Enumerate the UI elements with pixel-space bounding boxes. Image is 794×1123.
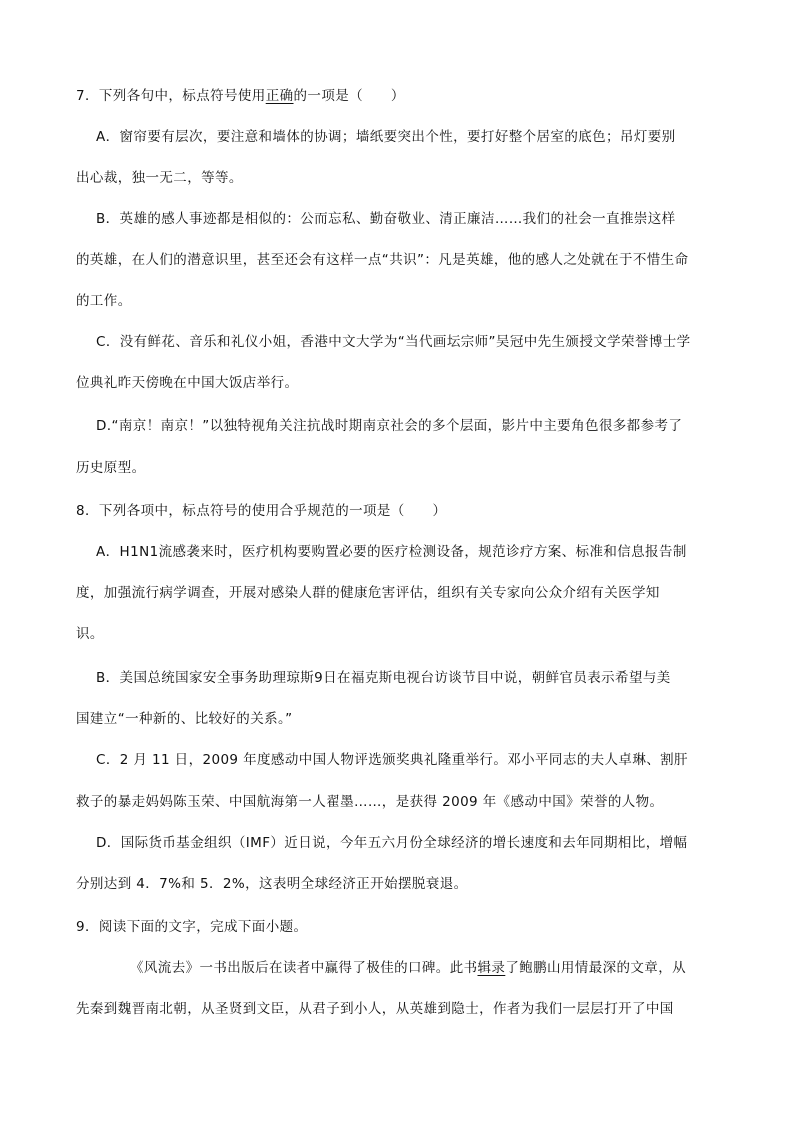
q7-stem (76, 86, 405, 106)
q8-option-c-line1: C．2 月 11 日，2009 年度感动中国人物评选颁奖典礼隆重举行。邓小平同志的夫人卓琳、割肝 (96, 752, 688, 768)
q9-stem: 9．阅读下面的文字，完成下面小题。 (76, 919, 308, 935)
q7-option-a-line1: A．窗帘要有层次，要注意和墙体的协调；墙纸要突出个性，要打好整个居室的底色；吊灯要别 (96, 129, 676, 145)
q7-option-c-line2: 位典礼昨天傍晚在中国大饭店举行。 (76, 375, 299, 391)
q7-option-c-line1: C．没有鲜花、音乐和礼仪小姐，香港中文大学为“当代画坛宗师”吴冠中先生颁授文学荣誉博士学 (96, 334, 691, 350)
q7-option-d-line1: D.“南京！南京！”以独特视角关注抗战时期南京社会的多个层面，影片中主要角色很多都参考了 (96, 418, 683, 434)
q9-passage-line2: 先秦到魏晋南北朝，从圣贤到文臣，从君子到小人，从英雄到隐士，作者为我们一层层打开了中国 (76, 1001, 674, 1017)
q8-option-d-line2: 分别达到 4．7%和 5．2%，这表明全球经济正开始摆脱衰退。 (76, 876, 468, 892)
q7-stem-post: 的一项是（ ） (293, 88, 405, 104)
q8-option-d-line1: D．国际货币基金组织（IMF）近日说，今年五六月份全球经济的增长速度和去年同期相比，增幅 (96, 835, 688, 851)
q9-passage-post: 了鲍鹏山用情最深的文章，从 (505, 960, 687, 976)
q7-option-d-line2: 历史原型。 (76, 460, 146, 476)
q8-option-b-line1: B．美国总统国家安全事务助理琼斯9日在福克斯电视台访谈节目中说，朝鲜官员表示希望与美 (96, 670, 671, 686)
q7-stem-pre: 7．下列各句中，标点符号使用 (76, 88, 266, 104)
q9-passage-underlined: 辑录 (477, 960, 506, 976)
q7-option-a-line2: 出心裁，独一无二，等等。 (76, 170, 243, 186)
q9-passage-line1 (130, 958, 686, 978)
q7-stem-underlined: 正确 (265, 88, 294, 104)
q7-option-b-line1: B．英雄的感人事迹都是相似的：公而忘私、勤奋敬业、清正廉洁……我们的社会一直推崇这样 (96, 211, 676, 227)
q8-option-a-line1: A．H1N1流感袭来时，医疗机构要购置必要的医疗检测设备，规范诊疗方案、标准和信息报告制 (96, 544, 687, 560)
q9-passage-pre: 《风流去》一书出版后在读者中赢得了极佳的口碑。此书 (130, 960, 478, 976)
q8-option-a-line3: 识。 (76, 626, 104, 642)
q7-option-b-line2: 的英雄，在人们的潜意识里，甚至还会有这样一点“共识”：凡是英雄，他的感人之处就在于不惜生命 (76, 252, 689, 268)
q7-option-b-line3: 的工作。 (76, 293, 132, 309)
q8-option-c-line2: 救子的暴走妈妈陈玉荣、中国航海第一人翟墨……，是获得 2009 年《感动中国》荣誉的人物。 (76, 794, 664, 810)
q8-option-b-line2: 国建立“一种新的、比较好的关系。” (76, 711, 293, 727)
q8-stem: 8．下列各项中，标点符号的使用合乎规范的一项是（ ） (76, 503, 447, 519)
q8-option-a-line2: 度，加强流行病学调查，开展对感染人群的健康危害评估，组织有关专家向公众介绍有关医学知 (76, 585, 660, 601)
